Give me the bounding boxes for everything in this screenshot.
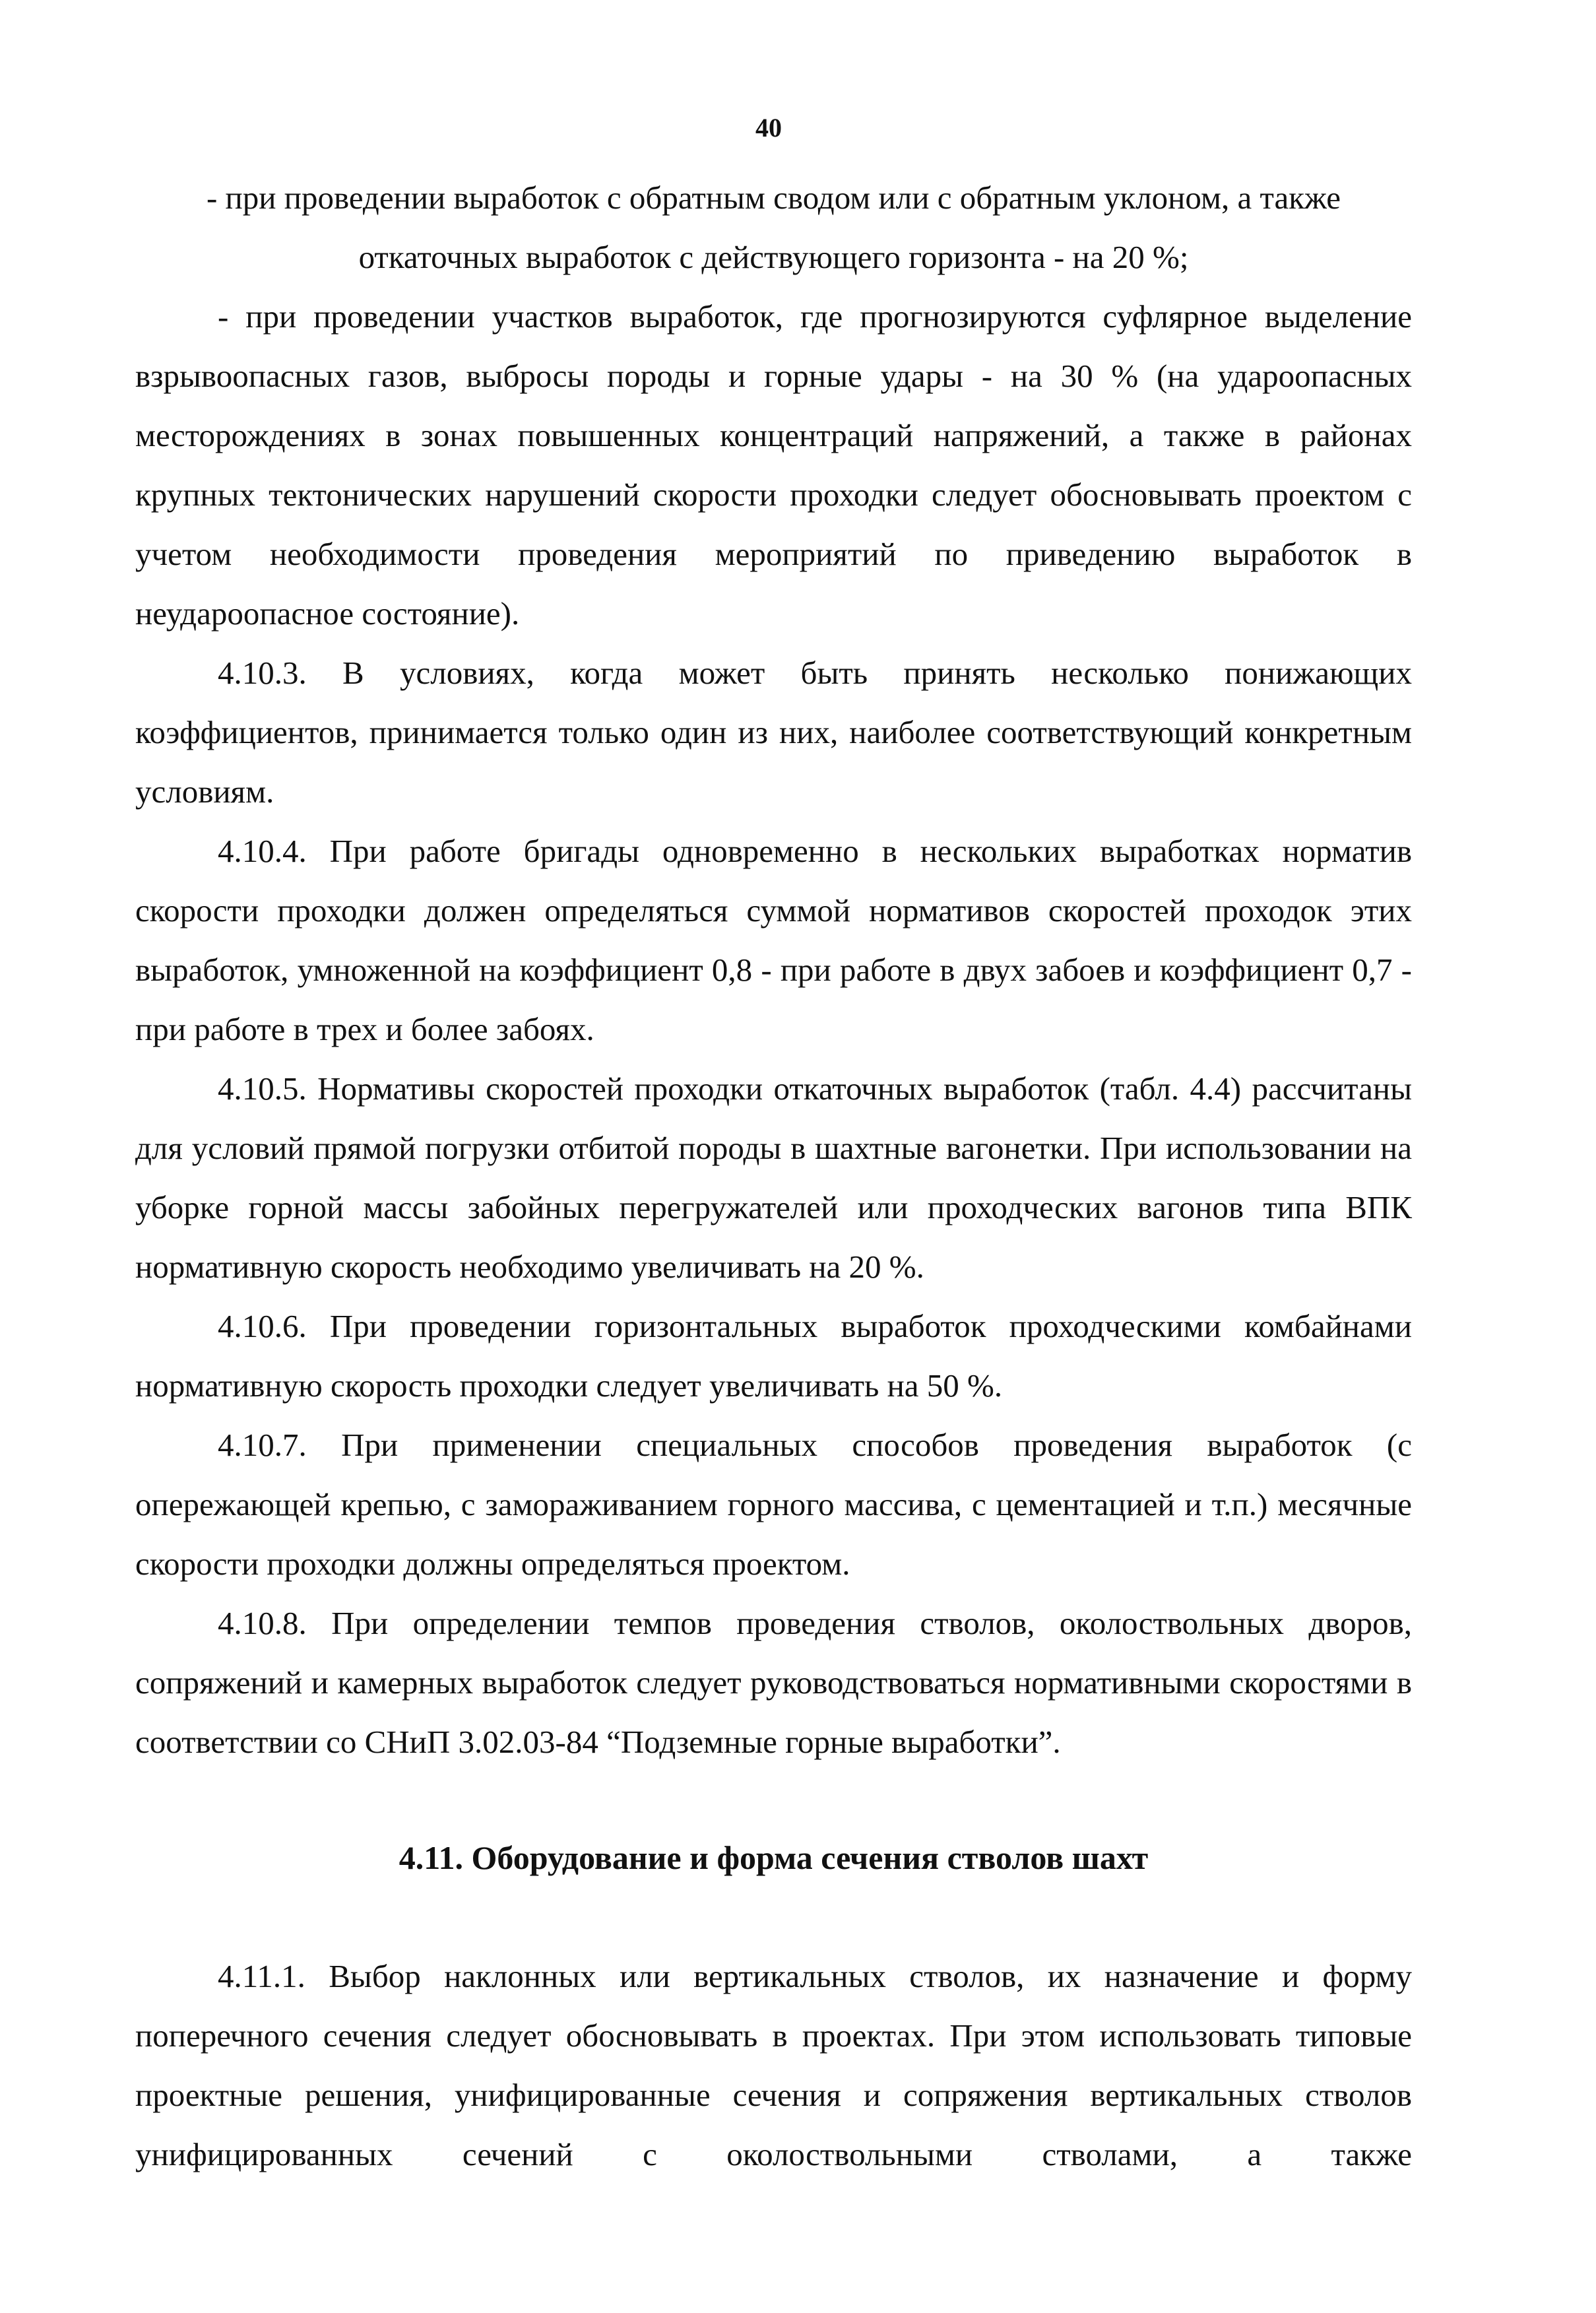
page-number: 40 <box>755 113 782 143</box>
paragraph-4-10-6: 4.10.6. При проведении горизонтальных выработок проходческими комбайнами нормативную скорость проходки следует увеличивать на 50 %. <box>135 1308 1412 1404</box>
body-text <box>135 168 1412 2184</box>
paragraph-4-10-8: 4.10.8. При определении темпов проведения стволов, околоствольных дворов, сопряжений и камерных выработок следует руководствоваться нормативными скоростями в соответствии со СНиП 3.02.03-84 “Подземные горные выработки”. <box>135 1605 1412 1760</box>
section-heading: 4.11. Оборудование и форма сечения стволов шахт <box>399 1839 1149 1876</box>
paragraph-4-11-1: 4.11.1. Выбор наклонных или вертикальных стволов, их назначение и форму поперечного сечения следует обосновывать в проектах. При этом использовать типовые проектные решения, унифицированные сечения и сопряжения вертикальных стволов унифицированных сечений с околоствольными стволами, а также <box>135 1958 1412 2172</box>
paragraph-outburst-zones: - при проведении участков выработок, где прогнозируются суфлярное выделение взрывоопасных газов, выбросы породы и горные удары - на 30 % (на удароопасных месторождениях в зонах повышенных концентраций напряжений, а также в районах крупных тектонических нарушений скорости проходки следует обосновывать проектом с учетом необходимости проведения мероприятий по приведению выработок в неудароопасное состояние). <box>135 298 1412 632</box>
paragraph-reverse-vault: - при проведении выработок с обратным сводом или с обратным уклоном, а также откаточных выработок с действующего горизонта - на 20 %; <box>206 179 1341 275</box>
paragraph-4-10-7: 4.10.7. При применении специальных способов проведения выработок (с опережающей крепью, с замораживанием горного массива, с цементацией и т.п.) месячные скорости проходки должны определяться проектом. <box>135 1427 1412 1582</box>
paragraph-4-10-4: 4.10.4. При работе бригады одновременно в нескольких выработках норматив скорости проходки должен определяться суммой нормативов скоростей проходок этих выработок, умноженной на коэффициент 0,8 - при работе в двух забоев и коэффициент 0,7 - при работе в трех и более забоях. <box>135 833 1412 1047</box>
paragraph-4-10-5: 4.10.5. Нормативы скоростей проходки откаточных выработок (табл. 4.4) рассчитаны для условий прямой погрузки отбитой породы в шахтные вагонетки. При использовании на уборке горной массы забойных перегружателей или проходческих вагонов типа ВПК нормативную скорость необходимо увеличивать на 20 %. <box>135 1070 1412 1285</box>
paragraph-4-10-3: 4.10.3. В условиях, когда может быть принять несколько понижающих коэффициентов, принимается только один из них, наиболее соответствующий конкретным условиям. <box>135 655 1412 810</box>
